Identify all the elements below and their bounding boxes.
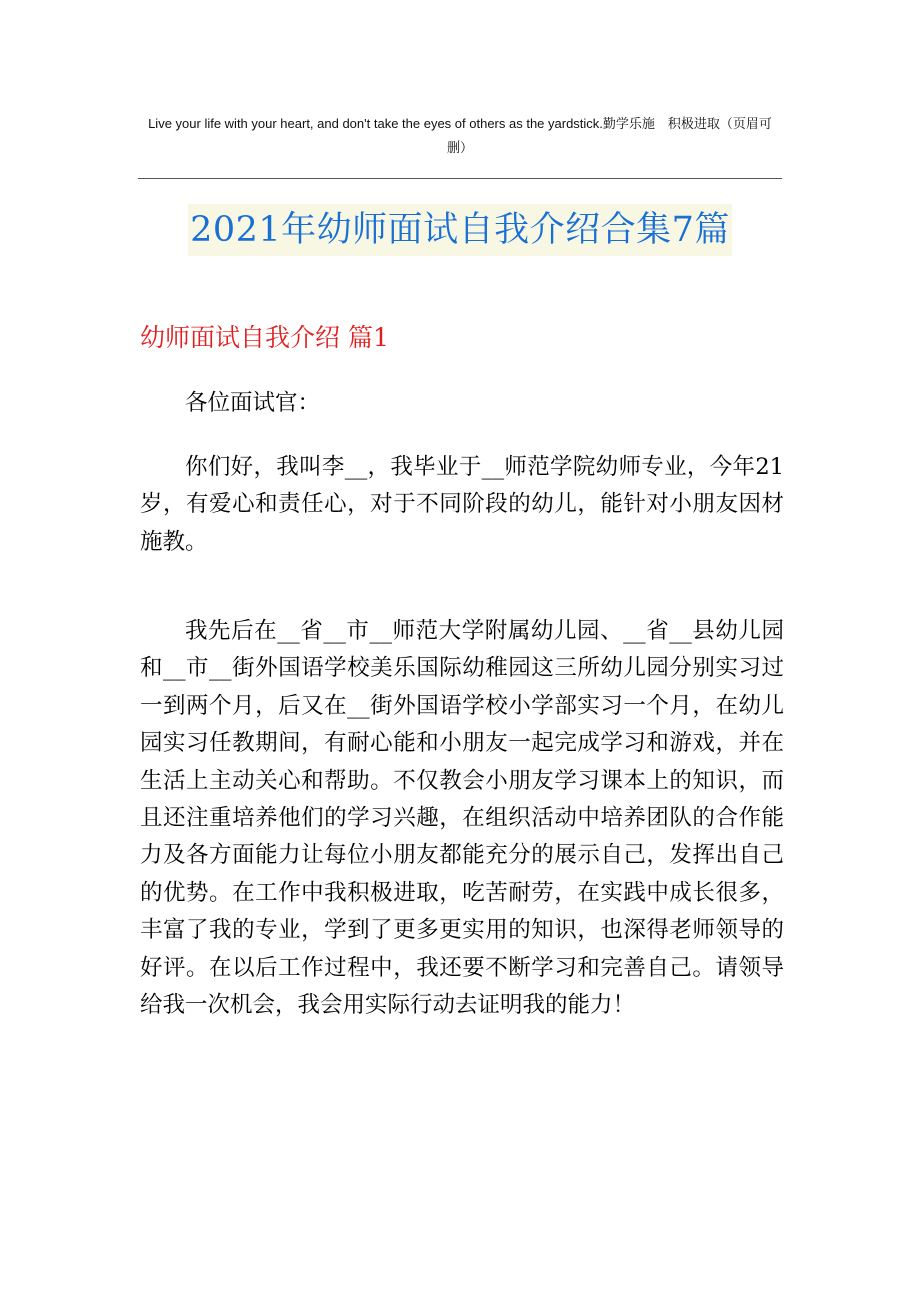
page-header bbox=[138, 112, 782, 160]
paragraph-2: 我先后在__省__市__师范大学附属幼儿园、__省__县幼儿园和__市__街外国语学校美乐国际幼稚园这三所幼儿园分别实习过一到两个月，后又在__街外国语学校小学部实习一个月，在幼儿园实习任教期间，有耐心能和小朋友一起完成学习和游戏，并在生活上主动关心和帮助。不仅教会小朋友学习课本上的知识，而且还注重培养他们的学习兴趣，在组织活动中培养团队的合作能力及各方面能力让每位小朋友都能充分的展示自己，发挥出自己的优势。在工作中我积极进取，吃苦耐劳，在实践中成长很多，丰富了我的专业，学到了更多更实用的知识，也深得老师领导的好评。在以后工作过程中，我还要不断学习和完善自己。请领导给我一次机会，我会用实际行动去证明我的能力！ bbox=[140, 618, 784, 1019]
section-heading: 幼师面试自我介绍 篇1 bbox=[140, 323, 389, 352]
document-title-text: 2021年幼师面试自我介绍合集7篇 bbox=[188, 204, 732, 256]
paragraph-1: 你们好，我叫李__，我毕业于__师范学院幼师专业，今年21岁，有爱心和责任心，对于不同阶段的幼儿，能针对小朋友因材施教。 bbox=[140, 454, 784, 555]
document-title bbox=[0, 204, 920, 256]
header-line-1: Live your life with your heart, and don't take the eyes of others as the yardstick.勤学乐施 积极进取（页眉可 bbox=[148, 116, 772, 131]
header-divider bbox=[138, 178, 782, 179]
header-line-2: 删） bbox=[446, 140, 473, 155]
greeting-line: 各位面试官： bbox=[185, 390, 321, 416]
